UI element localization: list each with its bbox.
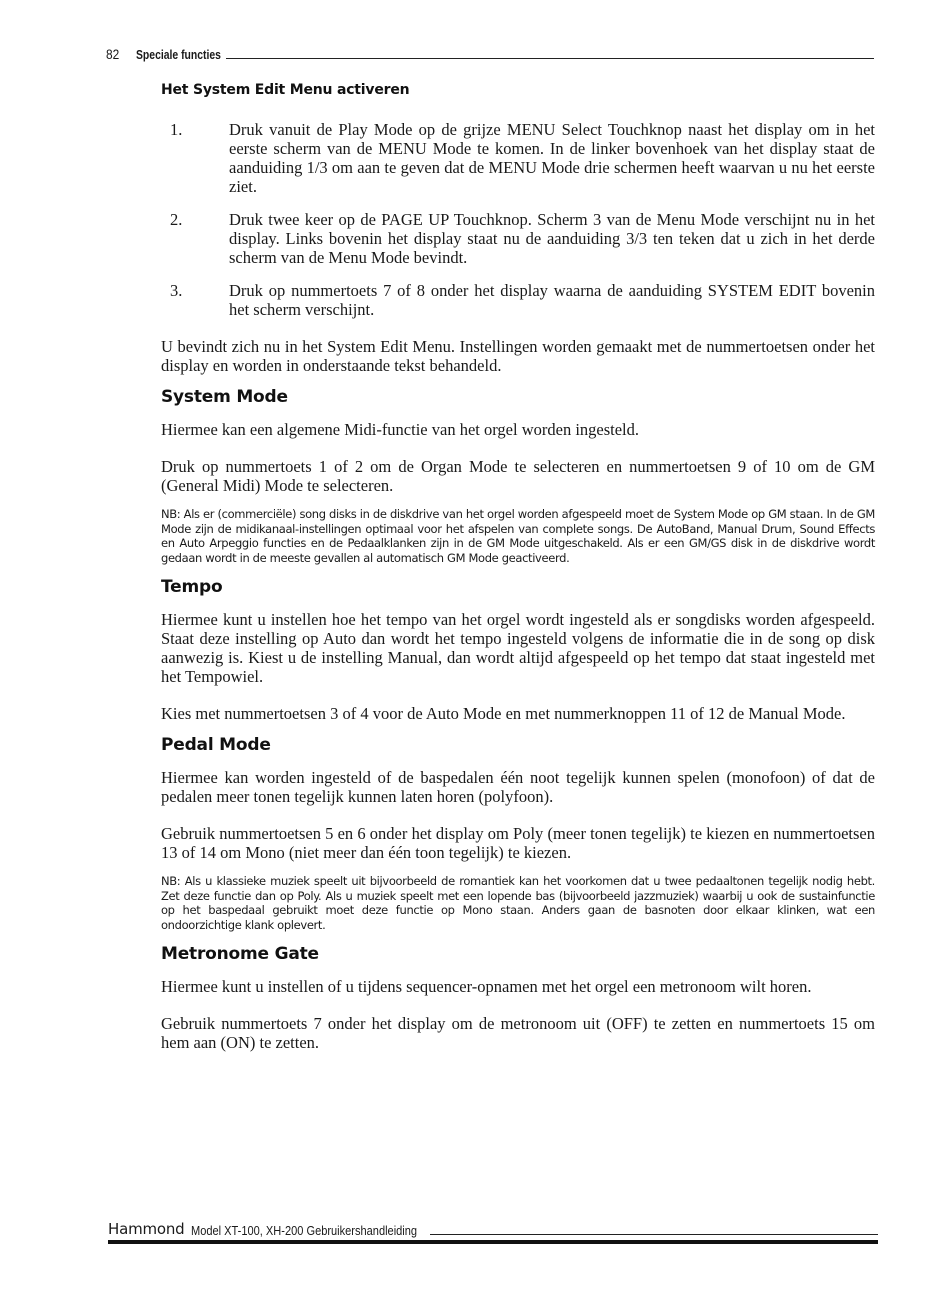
step-number: 1. xyxy=(170,120,183,139)
intro-heading: Het System Edit Menu activeren xyxy=(161,82,410,98)
paragraph: Druk op nummertoets 1 of 2 om de Organ Mode te selecteren en nummertoetsen 9 of 10 om de GM (General Midi) Mode te selecteren. xyxy=(161,457,875,495)
footer-thick-rule xyxy=(108,1240,878,1244)
note: NB: Als u klassieke muziek speelt uit bijvoorbeeld de romantiek kan het voorkomen dat u twee pedaaltonen tegelijk nodig hebt. Zet deze functie dan op Poly. Als u muziek speelt met een lopende bas (bijvoorbeeld jazzmuziek) waarbij u ook de sustainfunctie op het baspedaal gebruikt moet deze functie op Mono staan. Anders gaan de basnoten door elkaar klinken, wat een ondoorzichtige klank oplevert. xyxy=(161,874,875,932)
heading-tempo: Tempo xyxy=(161,577,223,597)
heading-pedal-mode: Pedal Mode xyxy=(161,735,271,755)
page-footer xyxy=(108,1214,878,1238)
section-title: Speciale functies xyxy=(135,47,221,62)
page-content xyxy=(161,80,875,1070)
paragraph: Hiermee kan worden ingesteld of de baspedalen één noot tegelijk kunnen spelen (monofoon) of dat de pedalen meer tonen tegelijk kunnen laten horen (polyfoon). xyxy=(161,768,875,806)
step-number: 3. xyxy=(170,281,183,300)
step-text: Druk twee keer op de PAGE UP Touchknop. Scherm 3 van de Menu Mode verschijnt nu in het display. Links bovenin het display staat nu de aanduiding 3/3 ten teken dat u zich in het derde scherm van de Menu Mode bevindt. xyxy=(229,210,875,267)
note: NB: Als er (commerciële) song disks in de diskdrive van het orgel worden afgespeeld moet de System Mode op GM staan. In de GM Mode zijn de midikanaal-instellingen optimaal voor het afspelen van complete songs. De AutoBand, Manual Drum, Sound Effects en Auto Arpeggio functies en de Pedaalklanken zijn in de GM Mode uitgeschakeld. Als er een GM/GS disk in de diskdrive wordt gedaan wordt in de meeste gevallen al automatisch GM Mode geactiveerd. xyxy=(161,507,875,565)
step-list xyxy=(161,120,875,319)
page-number: 82 xyxy=(106,46,120,62)
header-rule xyxy=(226,58,874,59)
manual-title: Model XT-100, XH-200 Gebruikershandleiding xyxy=(190,1223,417,1238)
heading-system-mode: System Mode xyxy=(161,387,288,407)
paragraph: Gebruik nummertoetsen 5 en 6 onder het display om Poly (meer tonen tegelijk) te kiezen en nummertoetsen 13 of 14 om Mono (niet meer dan één toon tegelijk) te kiezen. xyxy=(161,824,875,862)
paragraph: Gebruik nummertoets 7 onder het display om de metronoom uit (OFF) te zetten en nummertoets 15 om hem aan (ON) te zetten. xyxy=(161,1014,875,1052)
list-item xyxy=(114,120,875,196)
heading-metronome-gate: Metronome Gate xyxy=(161,944,319,964)
paragraph: Kies met nummertoetsen 3 of 4 voor de Auto Mode en met nummerknoppen 11 of 12 de Manual Mode. xyxy=(161,704,846,723)
intro-paragraph: U bevindt zich nu in het System Edit Menu. Instellingen worden gemaakt met de nummertoetsen onder het display en worden in onderstaande tekst behandeld. xyxy=(161,337,875,375)
step-text: Druk op nummertoets 7 of 8 onder het display waarna de aanduiding SYSTEM EDIT bovenin het scherm verschijnt. xyxy=(229,281,875,319)
list-item xyxy=(114,210,875,267)
paragraph: Hiermee kunt u instellen of u tijdens sequencer-opnamen met het orgel een metronoom wilt horen. xyxy=(161,977,812,996)
list-item xyxy=(114,281,875,319)
brand-name: Hammond xyxy=(108,1220,185,1238)
paragraph: Hiermee kunt u instellen hoe het tempo van het orgel wordt ingesteld als er songdisks worden afgespeeld. Staat deze instelling op Auto dan wordt het tempo ingesteld volgens de informatie die in de song op disk aanwezig is. Kiest u de instelling Manual, dan wordt altijd afgespeeld op het tempo dat staat ingesteld met het Tempowiel. xyxy=(161,610,875,686)
page-header xyxy=(106,40,874,62)
footer-rule xyxy=(430,1234,878,1235)
step-number: 2. xyxy=(170,210,183,229)
step-text: Druk vanuit de Play Mode op de grijze MENU Select Touchknop naast het display om in het eerste scherm van de MENU Mode te komen. In de linker bovenhoek van het display staat de aanduiding 1/3 om aan te geven dat de MENU Mode drie schermen heeft waarvan u nu het eerste ziet. xyxy=(229,120,875,196)
paragraph: Hiermee kan een algemene Midi-functie van het orgel worden ingesteld. xyxy=(161,420,640,439)
